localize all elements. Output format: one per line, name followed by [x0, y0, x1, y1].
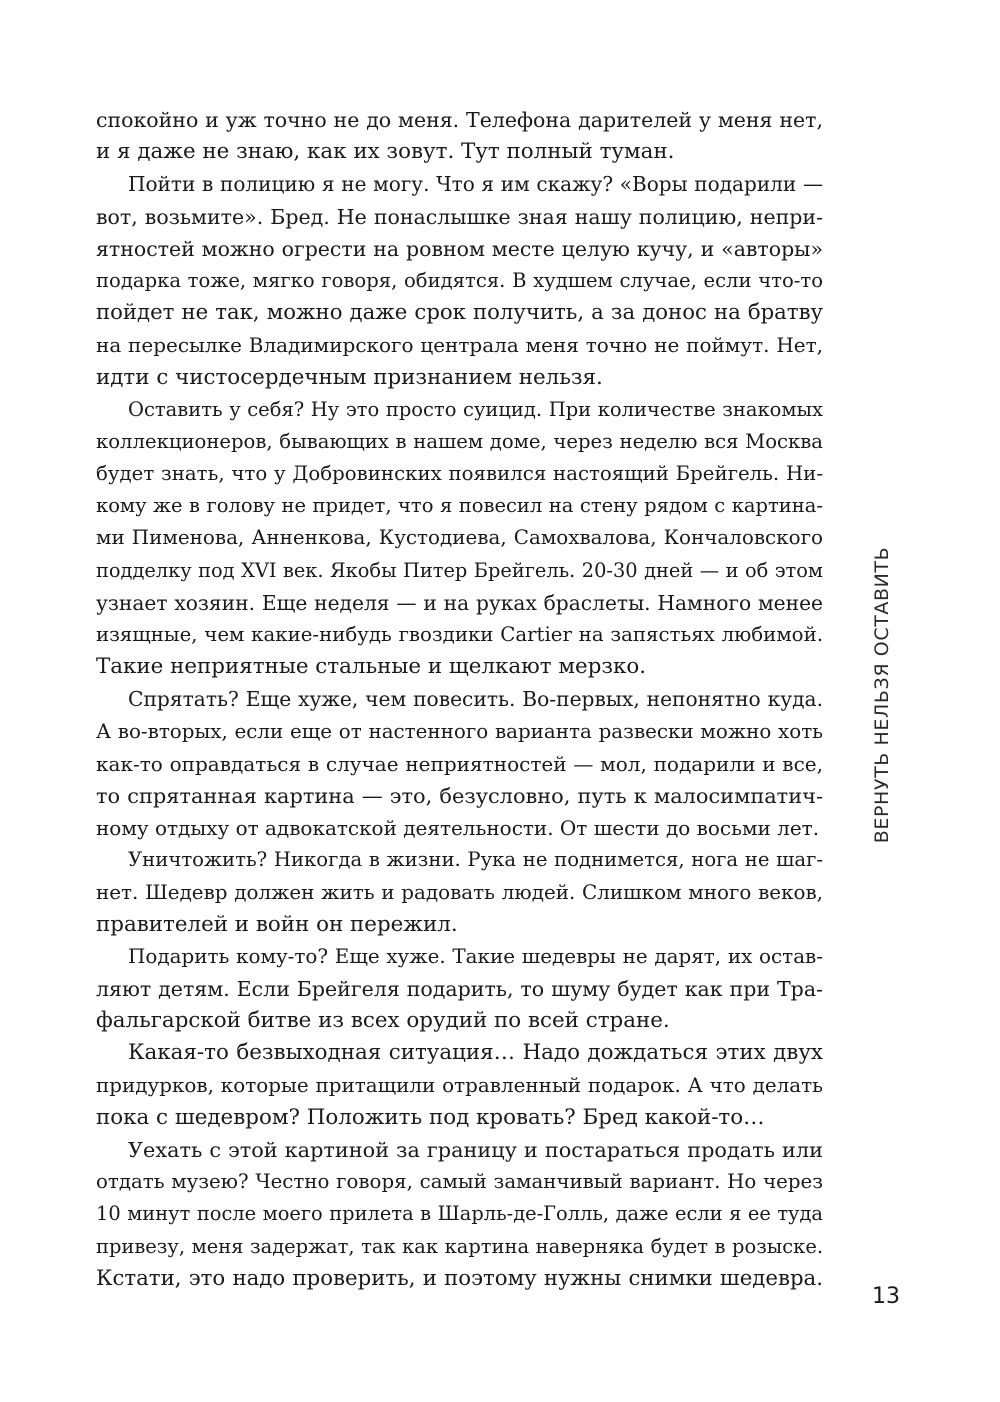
text-line: Подарить кому-то? Еще хуже. Такие шедевры не дарят, их остав-	[128, 944, 823, 968]
page-number: 13	[872, 1284, 900, 1309]
running-head-title: ВЕРНУТЬ НЕЛЬЗЯ ОСТАВИТЬ	[871, 546, 893, 844]
text-line: правителей и войн он пережил.	[96, 911, 458, 937]
text-line: и я даже не знаю, как их зовут. Тут полный туман.	[96, 139, 675, 165]
text-line: идти с чистосердечным признанием нельзя.	[96, 364, 603, 390]
paragraph	[96, 104, 823, 168]
text-line: нет. Шедевр должен жить и радовать людей. Слишком много веков,	[96, 880, 823, 904]
text-line: А во-вторых, если еще от настенного варианта развески можно хоть	[96, 719, 823, 743]
paragraph	[96, 683, 823, 844]
text-line: Такие неприятные стальные и щелкают мерзко.	[96, 654, 647, 680]
text-line: вот, возьмите». Бред. Не понаслышке зная нашу полицию, непри-	[96, 204, 823, 229]
text-line: фальгарской битве из всех орудий по всей стране.	[96, 1008, 670, 1034]
running-head	[862, 545, 902, 845]
text-line: Уничтожить? Никогда в жизни. Рука не поднимется, нога не шаг-	[128, 848, 823, 872]
text-line: будет знать, что у Добровинских появился настоящий Брейгель. Ни-	[96, 462, 823, 486]
text-line: кому же в голову не придет, что я повесил на стену рядом с картина-	[96, 494, 823, 518]
text-line: отдать музею? Честно говоря, самый заманчивый вариант. Но через	[96, 1170, 823, 1194]
text-line: пойдет не так, можно даже срок получить, а за донос на братву	[96, 300, 823, 326]
paragraph	[96, 394, 823, 684]
text-line: изящные, чем какие-нибудь гвоздики Cartier на запястьях любимой.	[96, 623, 823, 646]
text-line: пока с шедевром? Положить под кровать? Бред какой-то…	[96, 1104, 765, 1130]
text-line: ному отдыху от адвокатской деятельности. От шести до восьми лет.	[96, 816, 820, 841]
text-line: привезу, меня задержат, так как картина наверняка будет в розыске.	[96, 1234, 823, 1258]
text-line: ми Пименова, Анненкова, Кустодиева, Самохвалова, Кончаловского	[96, 526, 823, 550]
text-line: коллекционеров, бывающих в нашем доме, через неделю вся Москва	[96, 429, 823, 453]
paragraph	[96, 1134, 823, 1295]
text-line: ятностей можно огрести на ровном месте целую кучу, и «авторы»	[96, 236, 823, 261]
paragraph	[96, 941, 823, 1038]
text-line: подарка тоже, мягко говоря, обидятся. В худшем случае, если что-то	[96, 268, 823, 292]
text-line: Пойти в полицию я не могу. Что я им скажу? «Воры подарили —	[128, 172, 823, 197]
text-line: придурков, которые притащили отравленный подарок. А что делать	[96, 1073, 823, 1097]
text-line: 10 минут после моего прилета в Шарль-де-Голль, даже если я ее туда	[96, 1202, 823, 1226]
text-line: спокойно и уж точно не до меня. Телефона дарителей у меня нет,	[96, 108, 823, 132]
text-line: Оставить у себя? Ну это просто суицид. При количестве знакомых	[128, 397, 823, 421]
paragraph	[96, 844, 823, 941]
body-text	[96, 104, 823, 1295]
text-line: Спрятать? Еще хуже, чем повесить. Во-первых, непонятно куда.	[128, 687, 823, 712]
text-line: то спрятанная картина — это, безусловно, путь к малосимпатич-	[96, 783, 823, 808]
text-line: подделку под XVI век. Якобы Питер Брейгель. 20-30 дней — и об этом	[96, 558, 823, 582]
text-line: узнает хозяин. Еще неделя — и на руках браслеты. Намного менее	[96, 590, 823, 615]
paragraph	[96, 1037, 823, 1134]
text-line: Какая-то безвыходная ситуация… Надо дождаться этих двух	[128, 1040, 823, 1066]
paragraph	[96, 168, 823, 393]
text-line: как-то оправдаться в случае неприятностей — мол, подарили и все,	[96, 751, 823, 776]
text-line: Кстати, это надо проверить, и поэтому нужны снимки шедевра.	[96, 1265, 823, 1291]
text-line: на пересылке Владимирского централа меня точно не поймут. Нет,	[96, 333, 823, 358]
text-line: Уехать с этой картиной за границу и постараться продать или	[128, 1138, 823, 1162]
text-line: ляют детям. Если Брейгеля подарить, то шуму будет как при Тра-	[96, 977, 823, 1002]
